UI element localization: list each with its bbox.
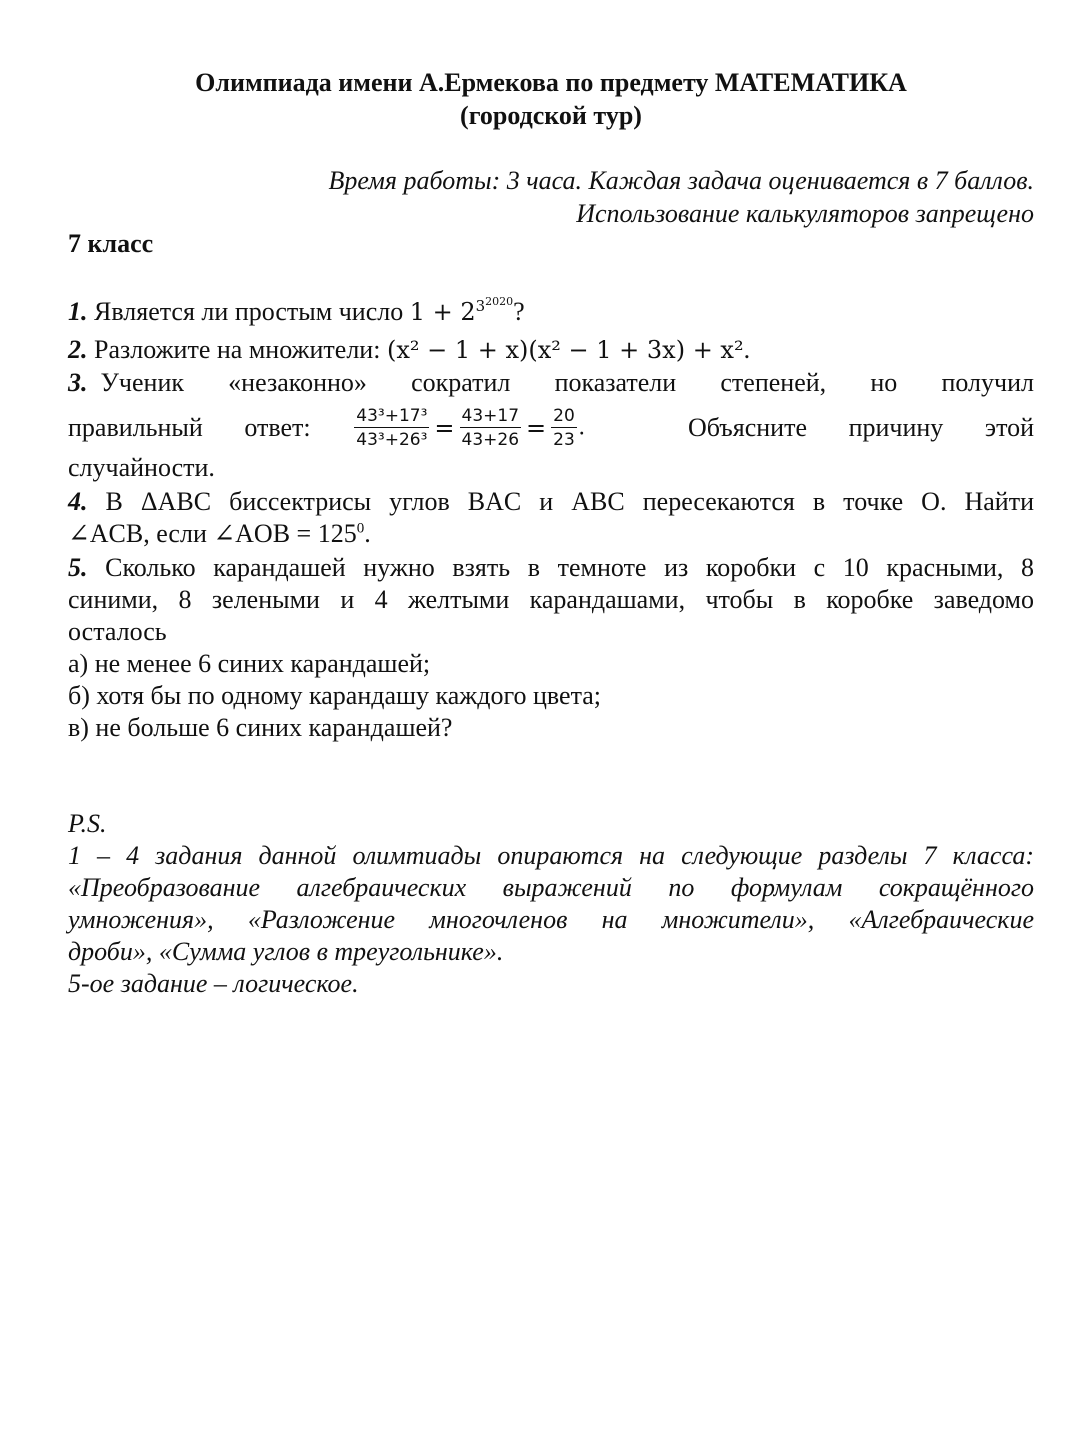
document-title xyxy=(68,66,1034,132)
problem-3-number: 3. xyxy=(68,368,88,397)
problem-1-exponent: 3 xyxy=(475,297,486,315)
problem-2-number: 2. xyxy=(68,335,88,364)
problem-2-text: Разложите на множители: xyxy=(87,335,387,364)
problem-5-option-a: а) не менее 6 синих карандашей; xyxy=(68,649,431,678)
problem-4-line-1 xyxy=(68,486,1034,518)
equals-sign: = xyxy=(434,414,455,442)
problem-2 xyxy=(68,334,750,366)
problem-3-word: правильный xyxy=(68,413,203,442)
problem-4-number: 4. xyxy=(68,487,88,516)
problem-1-number: 1. xyxy=(68,297,88,326)
equals-sign: = xyxy=(526,414,547,442)
problem-5-number: 5. xyxy=(68,553,88,582)
fraction-1-numerator: 43³+17³ xyxy=(356,406,428,426)
problem-3-line-3: случайности. xyxy=(68,453,215,482)
title-line-1: Олимпиада имени А.Ермекова по предмету МАТЕМАТИКА xyxy=(195,68,907,97)
time-note-line-1: Время работы: 3 часа. Каждая задача оценивается в 7 баллов. xyxy=(328,166,1034,195)
problem-1-tail: ? xyxy=(513,297,525,326)
degree-mark: 0 xyxy=(356,520,365,537)
problem-5-option-c: в) не больше 6 синих карандашей? xyxy=(68,713,453,742)
ps-section xyxy=(68,808,1034,1000)
time-note-line-2: Использование калькуляторов запрещено xyxy=(576,199,1034,228)
problem-3-line-2 xyxy=(68,400,1034,456)
problem-4-line-2 xyxy=(68,518,371,550)
problem-5-line-1 xyxy=(68,552,1034,584)
ps-line-3: умножения», «Разложение многочленов на множители», «Алгебраические xyxy=(68,905,1034,934)
fraction-2-numerator: 43+17 xyxy=(461,406,520,426)
problem-3-word: получил xyxy=(941,368,1034,397)
problem-3-word: причину xyxy=(848,413,944,442)
problem-4-tail: . xyxy=(364,519,371,548)
problem-1-base: 1 + 2 xyxy=(409,298,476,326)
problem-3-word: степеней, xyxy=(720,368,827,397)
problem-5-line-2: синими, 8 зелеными и 4 желтыми карандашами, чтобы в коробке заведомо xyxy=(68,585,1034,614)
fraction-1 xyxy=(354,406,429,450)
fraction-3 xyxy=(551,406,577,450)
fraction-2-denominator: 43+26 xyxy=(461,430,520,450)
fraction-3-denominator: 23 xyxy=(553,430,575,450)
problem-5-option-b: б) хотя бы по одному карандашу каждого цвета; xyxy=(68,681,602,710)
problem-1-text: Является ли простым число xyxy=(87,297,410,326)
fraction-3-numerator: 20 xyxy=(553,406,575,426)
problem-1 xyxy=(68,296,525,328)
problem-5-line-3: осталось xyxy=(68,617,167,646)
grade-heading: 7 класс xyxy=(68,229,154,258)
problem-3-word: показатели xyxy=(554,368,677,397)
title-line-2: (городской тур) xyxy=(460,101,642,130)
ps-label: P.S. xyxy=(68,809,107,838)
problem-3-word: сократил xyxy=(411,368,511,397)
ps-line-1: 1 – 4 задания данной олимтиады опираются на следующие разделы 7 класса: xyxy=(68,841,1034,870)
time-note xyxy=(134,164,1034,230)
problem-3-word: этой xyxy=(984,413,1034,442)
problem-3-word: ответ: xyxy=(244,413,311,442)
problem-5-text: Сколько карандашей нужно взять в темноте из коробки с 10 красными, 8 xyxy=(87,553,1034,582)
problem-3-word: «незаконно» xyxy=(228,368,367,397)
problem-4-text: ∠ACB, если ∠AOB = 125 xyxy=(68,519,357,548)
problem-3-word: Объясните xyxy=(687,413,807,442)
fraction-1-denominator: 43³+26³ xyxy=(356,430,428,450)
ps-line-2: «Преобразование алгебраических выражений по формулам сокращённого xyxy=(68,873,1034,902)
problem-1-sub-exponent: 2020 xyxy=(485,295,514,308)
problem-3-word: но xyxy=(870,368,898,397)
problem-2-expression: (x² − 1 + x)(x² − 1 + 3x) + x² xyxy=(386,336,744,364)
problem-1-expression xyxy=(409,295,514,326)
problem-4-text: В ΔABC биссектрисы углов BAC и ABC пересекаются в точке О. Найти xyxy=(87,487,1034,516)
ps-line-5: 5-ое задание – логическое. xyxy=(68,969,359,998)
problem-3-line-1 xyxy=(68,366,1034,400)
problem-3-word: Ученик xyxy=(100,368,184,397)
ps-line-4: дроби», «Сумма углов в треугольнике». xyxy=(68,937,504,966)
problem-3-equation: $\frac{\text{43³+17³}}{\text{43³+26³}}$ = $\frac{43+17}{43+26}$ = $\frac{20}{23}$ . xyxy=(356,406,585,450)
fraction-2 xyxy=(460,406,522,450)
problem-2-tail: . xyxy=(743,335,751,364)
